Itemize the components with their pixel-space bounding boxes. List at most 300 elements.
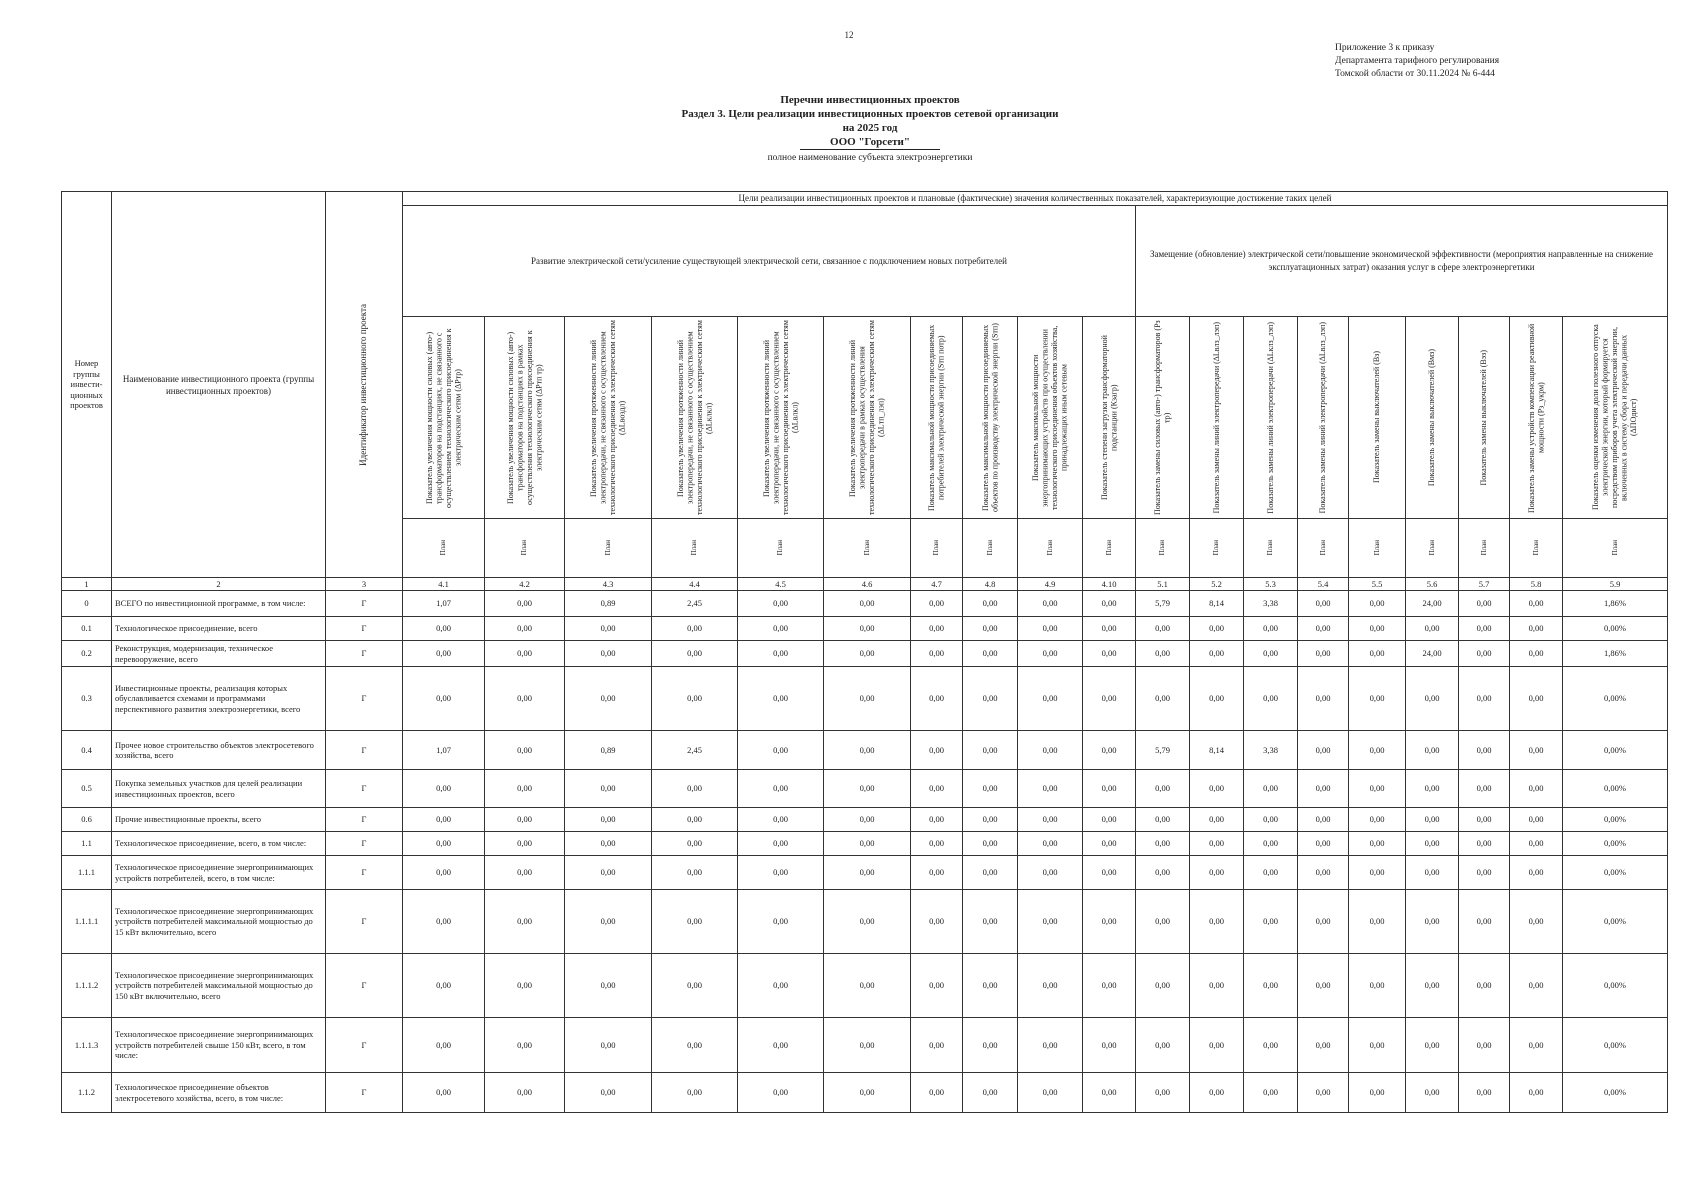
indicator-header: [963, 317, 1018, 519]
value-cell: 3,38: [1244, 731, 1298, 770]
value-cell: 0,00: [1018, 808, 1083, 832]
column-number: 1: [62, 578, 112, 591]
row-project-id: Г: [326, 641, 403, 667]
approval-line: Департамента тарифного регулирования: [1335, 56, 1500, 66]
value-cell: 0,00: [652, 770, 738, 808]
column-number: 4.2: [485, 578, 565, 591]
value-cell: 24,00: [1406, 591, 1459, 617]
value-cell: 0,00: [1510, 641, 1563, 667]
plan-cell: [1018, 519, 1083, 578]
value-cell: 0,00%: [1563, 1073, 1668, 1113]
value-cell: 0,00: [1298, 667, 1349, 731]
value-cell: 1,86%: [1563, 641, 1668, 667]
value-cell: 0,00: [565, 617, 652, 641]
row-group-number: 1.1.1.3: [62, 1018, 112, 1073]
value-cell: 0,00: [403, 617, 485, 641]
value-cell: 0,00: [403, 808, 485, 832]
value-cell: 0,00: [403, 770, 485, 808]
value-cell: 1,07: [403, 591, 485, 617]
value-cell: 0,00: [485, 1018, 565, 1073]
column-number: 4.6: [824, 578, 911, 591]
value-cell: 0,00: [1349, 641, 1406, 667]
plan-cell: [738, 519, 824, 578]
indicator-header-text: Показатель оценки изменения доли полезного отпуска электрической энергии, который формируется посредством приборов учета электрической энергии, включенных в систему сбора и передачи данных (ΔПОдист): [1591, 324, 1639, 511]
value-cell: 0,00: [1298, 808, 1349, 832]
value-cell: 0,00: [1083, 1073, 1136, 1113]
value-cell: 0,00: [1190, 641, 1244, 667]
value-cell: 0,00: [1298, 832, 1349, 856]
value-cell: 1,86%: [1563, 591, 1668, 617]
plan-label: План: [690, 540, 699, 556]
indicator-header-text: Показатель замены линий электропередачи (ΔLвлз_лэп): [1318, 321, 1328, 514]
value-cell: 0,00: [565, 1018, 652, 1073]
column-number: 5.4: [1298, 578, 1349, 591]
value-cell: 0,00: [652, 617, 738, 641]
table-row: [62, 1018, 1668, 1073]
value-cell: 0,00: [1244, 1073, 1298, 1113]
value-cell: 0,00: [652, 1073, 738, 1113]
value-cell: 0,00: [1510, 617, 1563, 641]
value-cell: 0,00: [1083, 856, 1136, 890]
indicator-header: [565, 317, 652, 519]
value-cell: 0,00: [485, 856, 565, 890]
indicator-header-text: Показатель замены линий электропередачи (ΔLвлз_лэп): [1211, 321, 1221, 514]
column-number: 5.7: [1459, 578, 1510, 591]
value-cell: 0,00: [1510, 832, 1563, 856]
value-cell: 0,00: [1244, 1018, 1298, 1073]
value-cell: 0,00: [1083, 641, 1136, 667]
goals-top-header: Цели реализации инвестиционных проектов и плановые (фактические) значения количественных показателей, характеризующие достижение таких целей: [403, 192, 1668, 206]
plan-cell: [1083, 519, 1136, 578]
value-cell: 0,00: [485, 832, 565, 856]
project-name-header: Наименование инвестиционного проекта (группы инвестиционных проектов): [112, 192, 326, 578]
indicator-header-text: Показатель замены выключателей (Вэз): [1479, 349, 1489, 486]
column-number: 4.5: [738, 578, 824, 591]
value-cell: 0,00: [1349, 731, 1406, 770]
row-group-number: 0: [62, 591, 112, 617]
value-cell: 0,00: [738, 832, 824, 856]
indicator-header: [1349, 317, 1406, 519]
plan-cell: [1349, 519, 1406, 578]
value-cell: 8,14: [1190, 731, 1244, 770]
row-project-name: Покупка земельных участков для целей реализации инвестиционных проектов, всего: [112, 770, 326, 808]
value-cell: 0,00: [824, 641, 911, 667]
value-cell: 0,00: [824, 667, 911, 731]
value-cell: 0,00: [1298, 1018, 1349, 1073]
row-project-name: Инвестиционные проекты, реализация которых обуславливается схемами и программами перспективного развития электроэнергетики, всего: [112, 667, 326, 731]
value-cell: 0,00: [1510, 856, 1563, 890]
indicator-header-text: Показатель степени загрузки трансформаторной подстанции (Кзагр): [1099, 335, 1118, 500]
value-cell: 0,00: [1349, 617, 1406, 641]
column-number: 4.7: [911, 578, 963, 591]
table-row: [62, 617, 1668, 641]
value-cell: 0,00: [1018, 1018, 1083, 1073]
row-group-number: 0.3: [62, 667, 112, 731]
value-cell: 0,00: [1406, 808, 1459, 832]
value-cell: 0,00: [1136, 617, 1190, 641]
value-cell: 0,00: [1298, 954, 1349, 1018]
network-development-header: Развитие электрической сети/усиление существующей электрической сети, связанное с подключением новых потребителей: [403, 206, 1136, 317]
value-cell: 0,00: [485, 641, 565, 667]
indicator-header-text: Показатель замены выключателей (Вз): [1372, 351, 1382, 484]
plan-cell: [1298, 519, 1349, 578]
indicator-header: [1563, 317, 1668, 519]
value-cell: 0,00: [1406, 1073, 1459, 1113]
value-cell: 0,00: [963, 591, 1018, 617]
entity-caption: полное наименование субъекта электроэнергетики: [767, 153, 973, 163]
value-cell: 0,00: [963, 808, 1018, 832]
column-number: 5.9: [1563, 578, 1668, 591]
value-cell: 0,00: [403, 641, 485, 667]
value-cell: 0,00: [1083, 731, 1136, 770]
value-cell: 0,00: [403, 1018, 485, 1073]
row-group-number: 1.1.2: [62, 1073, 112, 1113]
row-group-number: 1.1.1: [62, 856, 112, 890]
value-cell: 0,00: [565, 832, 652, 856]
row-group-number: 1.1: [62, 832, 112, 856]
plan-label: План: [1045, 540, 1054, 556]
title-line: Перечни инвестиционных проектов: [780, 94, 960, 106]
table-row: [62, 1073, 1668, 1113]
plan-cell: [1563, 519, 1668, 578]
value-cell: 0,00: [485, 890, 565, 954]
value-cell: 0,00: [911, 1018, 963, 1073]
value-cell: 0,00: [963, 1073, 1018, 1113]
value-cell: 0,00%: [1563, 808, 1668, 832]
value-cell: 0,00: [1406, 770, 1459, 808]
column-number: 5.2: [1190, 578, 1244, 591]
value-cell: 0,00: [1190, 890, 1244, 954]
value-cell: 0,00: [1244, 667, 1298, 731]
value-cell: 24,00: [1406, 641, 1459, 667]
value-cell: 5,79: [1136, 591, 1190, 617]
value-cell: 0,00: [824, 770, 911, 808]
indicator-header: [824, 317, 911, 519]
value-cell: 0,00: [1406, 617, 1459, 641]
value-cell: 0,00%: [1563, 954, 1668, 1018]
value-cell: 0,00: [1136, 667, 1190, 731]
table-row: [62, 770, 1668, 808]
value-cell: 0,00: [652, 808, 738, 832]
value-cell: 0,00: [963, 617, 1018, 641]
value-cell: 0,00: [738, 731, 824, 770]
value-cell: 0,00: [565, 890, 652, 954]
value-cell: 0,00: [1244, 832, 1298, 856]
plan-cell: [963, 519, 1018, 578]
network-replacement-header: Замещение (обновление) электрической сети/повышение экономической эффективности (мероприятия направленные на снижение эксплуатационных затрат) оказания услуг в сфере электроэнергетики: [1136, 206, 1668, 317]
plan-label: План: [1318, 540, 1327, 556]
value-cell: 0,00: [1459, 641, 1510, 667]
value-cell: 0,00: [403, 832, 485, 856]
value-cell: 0,00: [1459, 770, 1510, 808]
value-cell: 0,00: [1083, 770, 1136, 808]
table-row: [62, 856, 1668, 890]
value-cell: 0,00: [911, 591, 963, 617]
value-cell: 0,89: [565, 591, 652, 617]
row-project-name: Реконструкция, модернизация, техническое перевооружение, всего: [112, 641, 326, 667]
value-cell: 0,89: [565, 731, 652, 770]
indicator-header: [1244, 317, 1298, 519]
value-cell: 0,00%: [1563, 1018, 1668, 1073]
plan-cell: [1244, 519, 1298, 578]
row-project-id: Г: [326, 731, 403, 770]
value-cell: 0,00: [1349, 832, 1406, 856]
plan-label: План: [1158, 540, 1167, 556]
value-cell: 0,00: [1349, 1018, 1406, 1073]
value-cell: 0,00: [824, 617, 911, 641]
row-group-number: 0.1: [62, 617, 112, 641]
value-cell: 0,00: [1510, 1018, 1563, 1073]
value-cell: 0,00: [485, 770, 565, 808]
value-cell: 1,07: [403, 731, 485, 770]
value-cell: 0,00: [1349, 808, 1406, 832]
value-cell: 0,00: [824, 832, 911, 856]
value-cell: 0,00: [1459, 856, 1510, 890]
value-cell: 0,00: [1349, 890, 1406, 954]
indicator-header-text: Показатель замены устройств компенсации реактивной мощности (Рз_укрм): [1526, 322, 1545, 513]
value-cell: 0,00: [911, 890, 963, 954]
table-row: [62, 591, 1668, 617]
row-project-name: ВСЕГО по инвестиционной программе, в том числе:: [112, 591, 326, 617]
value-cell: 0,00: [1190, 1073, 1244, 1113]
value-cell: 2,45: [652, 591, 738, 617]
plan-label: План: [439, 540, 448, 556]
indicator-header-text: Показатель замены линий электропередачи (ΔLклз_лэп): [1265, 321, 1275, 514]
plan-label: План: [520, 540, 529, 556]
value-cell: 0,00: [1083, 954, 1136, 1018]
value-cell: 0,00: [1083, 890, 1136, 954]
value-cell: 0,00: [1349, 954, 1406, 1018]
value-cell: 0,00: [1190, 770, 1244, 808]
table-row: [62, 832, 1668, 856]
indicator-header: [1459, 317, 1510, 519]
column-number: 5.1: [1136, 578, 1190, 591]
row-project-name: Технологическое присоединение энергопринимающих устройств потребителей, всего, в том числе:: [112, 856, 326, 890]
value-cell: 0,00: [738, 667, 824, 731]
organization-name: ООО "Горсети": [800, 135, 940, 150]
value-cell: 0,00: [1018, 890, 1083, 954]
indicator-header-text: Показатель замены силовых (авто-) трансформаторов (Pз тр): [1153, 320, 1172, 515]
row-project-id: Г: [326, 770, 403, 808]
value-cell: 0,00%: [1563, 731, 1668, 770]
value-cell: 0,00: [1406, 832, 1459, 856]
value-cell: 0,00: [1244, 856, 1298, 890]
indicator-header-text: Показатель увеличения протяженности линий электропередачи, не связанного с осуществлением технологического присоединения к электрическим сетям (ΔLвлкл): [761, 320, 799, 515]
row-project-id: Г: [326, 591, 403, 617]
plan-cell: [403, 519, 485, 578]
value-cell: 0,00: [1406, 856, 1459, 890]
value-cell: 0,00: [963, 856, 1018, 890]
value-cell: 0,00: [824, 808, 911, 832]
value-cell: 0,00: [1349, 1073, 1406, 1113]
indicator-header: [1298, 317, 1349, 519]
value-cell: 0,00: [1190, 1018, 1244, 1073]
value-cell: 0,00: [963, 1018, 1018, 1073]
row-project-id: Г: [326, 856, 403, 890]
indicator-header-text: Показатель максимальной мощности энергопринимающих устройств при осуществлении технологического присоединения объектов хозяйства, принадлежащих иным сетевым: [1031, 325, 1069, 510]
value-cell: 0,00%: [1563, 667, 1668, 731]
value-cell: 0,00: [1459, 890, 1510, 954]
value-cell: 0,00: [485, 617, 565, 641]
value-cell: 0,00: [1083, 832, 1136, 856]
row-project-name: Технологическое присоединение, всего: [112, 617, 326, 641]
value-cell: 0,00: [652, 856, 738, 890]
value-cell: 0,00: [1244, 954, 1298, 1018]
value-cell: 0,00: [1406, 667, 1459, 731]
value-cell: 0,00: [403, 667, 485, 731]
value-cell: 0,00: [652, 954, 738, 1018]
value-cell: 0,00: [738, 770, 824, 808]
value-cell: 0,00: [1083, 591, 1136, 617]
plan-label: План: [1266, 540, 1275, 556]
row-project-name: Прочее новое строительство объектов электросетевого хозяйства, всего: [112, 731, 326, 770]
value-cell: 0,00: [911, 731, 963, 770]
column-number: 4.8: [963, 578, 1018, 591]
value-cell: 0,00: [565, 954, 652, 1018]
column-number: 4.1: [403, 578, 485, 591]
value-cell: 0,00: [738, 856, 824, 890]
value-cell: 0,00: [403, 954, 485, 1018]
value-cell: 0,00: [1136, 1073, 1190, 1113]
value-cell: 0,00: [652, 641, 738, 667]
value-cell: 0,00: [1459, 954, 1510, 1018]
value-cell: 0,00: [485, 731, 565, 770]
row-project-name: Прочие инвестиционные проекты, всего: [112, 808, 326, 832]
value-cell: 0,00: [1349, 770, 1406, 808]
value-cell: 0,00: [1136, 832, 1190, 856]
plan-cell: [911, 519, 963, 578]
value-cell: 0,00: [1190, 832, 1244, 856]
investment-goals-table: [61, 191, 1668, 1113]
plan-label: План: [1372, 540, 1381, 556]
value-cell: 0,00: [1510, 591, 1563, 617]
document-title: [440, 93, 1300, 150]
row-group-number: 0.2: [62, 641, 112, 667]
indicator-header: [485, 317, 565, 519]
row-project-id: Г: [326, 667, 403, 731]
value-cell: 0,00%: [1563, 617, 1668, 641]
value-cell: 0,00: [1510, 667, 1563, 731]
table-row: [62, 731, 1668, 770]
value-cell: 0,00: [824, 856, 911, 890]
value-cell: 0,00: [1459, 617, 1510, 641]
value-cell: 0,00: [1459, 1018, 1510, 1073]
value-cell: 0,00: [565, 667, 652, 731]
plan-label: План: [603, 540, 612, 556]
value-cell: 0,00: [1406, 1018, 1459, 1073]
plan-cell: [1406, 519, 1459, 578]
plan-label: План: [1427, 540, 1436, 556]
plan-cell: [1190, 519, 1244, 578]
value-cell: 0,00: [911, 856, 963, 890]
value-cell: 0,00: [1190, 617, 1244, 641]
value-cell: 0,00: [1459, 667, 1510, 731]
value-cell: 0,00: [1406, 890, 1459, 954]
page-number: 12: [844, 30, 854, 40]
plan-label: План: [1610, 540, 1619, 556]
plan-label: План: [776, 540, 785, 556]
indicator-header-text: Показатель замены выключателей (Вмз): [1427, 348, 1437, 487]
plan-cell: [652, 519, 738, 578]
row-project-name: Технологическое присоединение энергопринимающих устройств потребителей максимальной мощностью до 15 кВт включительно, всего: [112, 890, 326, 954]
indicator-header-text: Показатель увеличения протяженности линий электропередачи, не связанного с осуществлением технологического присоединения к электрическим сетям (ΔLвоздл): [589, 320, 627, 515]
indicator-header-text: Показатель максимальной мощности присоединяемых объектов по производству электрической энергии (Sтп): [980, 323, 999, 512]
value-cell: 0,00: [1083, 617, 1136, 641]
plan-cell: [1459, 519, 1510, 578]
value-cell: 5,79: [1136, 731, 1190, 770]
value-cell: 0,00: [1136, 954, 1190, 1018]
title-line: на 2025 год: [842, 122, 898, 134]
value-cell: 0,00: [565, 641, 652, 667]
value-cell: 0,00: [1018, 770, 1083, 808]
value-cell: 0,00: [824, 591, 911, 617]
row-project-name: Технологическое присоединение энергопринимающих устройств потребителей свыше 150 кВт, всего, в том числе:: [112, 1018, 326, 1073]
row-group-number: 0.5: [62, 770, 112, 808]
value-cell: 0,00: [1244, 808, 1298, 832]
value-cell: 0,00: [1510, 954, 1563, 1018]
value-cell: 0,00: [1190, 954, 1244, 1018]
value-cell: 0,00: [738, 1073, 824, 1113]
indicator-header: [652, 317, 738, 519]
value-cell: 0,00: [1244, 617, 1298, 641]
column-number: 5.3: [1244, 578, 1298, 591]
value-cell: 0,00: [738, 617, 824, 641]
table-row: [62, 808, 1668, 832]
value-cell: 0,00: [1298, 856, 1349, 890]
value-cell: 0,00: [963, 731, 1018, 770]
value-cell: 0,00: [911, 808, 963, 832]
approval-line: Приложение 3 к приказу: [1335, 43, 1435, 53]
value-cell: 0,00: [1244, 890, 1298, 954]
value-cell: 0,00: [1298, 591, 1349, 617]
value-cell: 0,00: [652, 1018, 738, 1073]
indicator-header: [738, 317, 824, 519]
column-number: 5.6: [1406, 578, 1459, 591]
indicator-header: [1083, 317, 1136, 519]
value-cell: 0,00: [1510, 808, 1563, 832]
value-cell: 0,00: [1018, 856, 1083, 890]
value-cell: 0,00: [911, 667, 963, 731]
table-row: [62, 890, 1668, 954]
plan-label: План: [985, 540, 994, 556]
value-cell: 0,00: [1190, 808, 1244, 832]
indicator-header-text: Показатель увеличения протяженности линий электропередачи, не связанного с осуществлением технологического присоединения к электрическим сетям (ΔLклкл): [675, 320, 713, 515]
row-project-id: Г: [326, 832, 403, 856]
plan-cell: [1136, 519, 1190, 578]
value-cell: 0,00: [1298, 617, 1349, 641]
column-number: 3: [326, 578, 403, 591]
value-cell: 0,00: [1136, 1018, 1190, 1073]
row-group-number: 1.1.1.1: [62, 890, 112, 954]
indicator-header-text: Показатель увеличения мощности силовых (авто-) трансформаторов на подстанциях в рамках осуществления технологического присоединения к электрическим сетям (ΔPтп тр): [505, 330, 543, 505]
value-cell: 0,00: [1136, 856, 1190, 890]
value-cell: 0,00: [1298, 890, 1349, 954]
value-cell: 0,00: [1018, 641, 1083, 667]
value-cell: 0,00: [1349, 591, 1406, 617]
project-id-header: [326, 192, 403, 578]
value-cell: 0,00%: [1563, 856, 1668, 890]
plan-cell: [565, 519, 652, 578]
plan-label: План: [932, 540, 941, 556]
table-row: [62, 641, 1668, 667]
value-cell: 0,00: [1018, 832, 1083, 856]
value-cell: 0,00: [485, 808, 565, 832]
value-cell: 0,00: [963, 770, 1018, 808]
value-cell: 0,00: [911, 954, 963, 1018]
plan-label: План: [1479, 540, 1488, 556]
value-cell: 0,00: [1083, 667, 1136, 731]
approval-line: Томской области от 30.11.2024 № 6-444: [1335, 69, 1495, 79]
